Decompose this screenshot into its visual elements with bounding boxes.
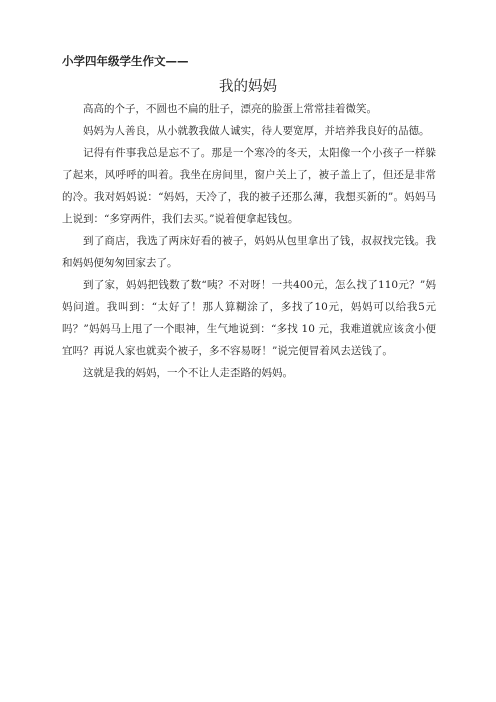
paragraph: 妈妈为人善良，从小就教我做人诚实，待人要宽厚，并培养我良好的品德。 (83, 125, 430, 137)
essay-body (62, 98, 436, 384)
paragraph: 高高的个子，不圆也不扁的肚子，漂亮的脸蛋上常常挂着微笑。 (83, 103, 377, 115)
essay-title: 我的妈妈 (219, 79, 277, 95)
paragraph: 到了家，妈妈把钱数了数“咦？不对呀！一共400元，怎么找了110元？”妈妈问道。我叫到：“太好了！那人算糊涂了，多找了10元，妈妈可以给我5元吗？”妈妈马上甩了一个眼神，生气地说到：“多找 10 元，我难道就应该贪小便宜吗？再说人家也就卖个被子，多不容易呀！”说完便冒着风去送钱了。 (62, 279, 436, 357)
paragraph: 这就是我的妈妈，一个不让人走歪路的妈妈。 (83, 367, 293, 379)
paragraph: 到了商店，我选了两床好看的被子，妈妈从包里拿出了钱，叔叔找完钱。我和妈妈便匆匆回家去了。 (62, 235, 436, 269)
essay-category-header: 小学四年级学生作文—— (62, 54, 189, 68)
paragraph: 记得有件事我总是忘不了。那是一个寒冷的冬天，太阳像一个小孩子一样躲了起来，风呼呼的叫着。我坐在房间里，窗户关上了，被子盖上了，但还是非常的冷。我对妈妈说：“妈妈，天冷了，我的被子还那么薄，我想买新的”。妈妈马上说到：“多穿两件，我们去买。”说着便拿起钱包。 (62, 147, 436, 225)
